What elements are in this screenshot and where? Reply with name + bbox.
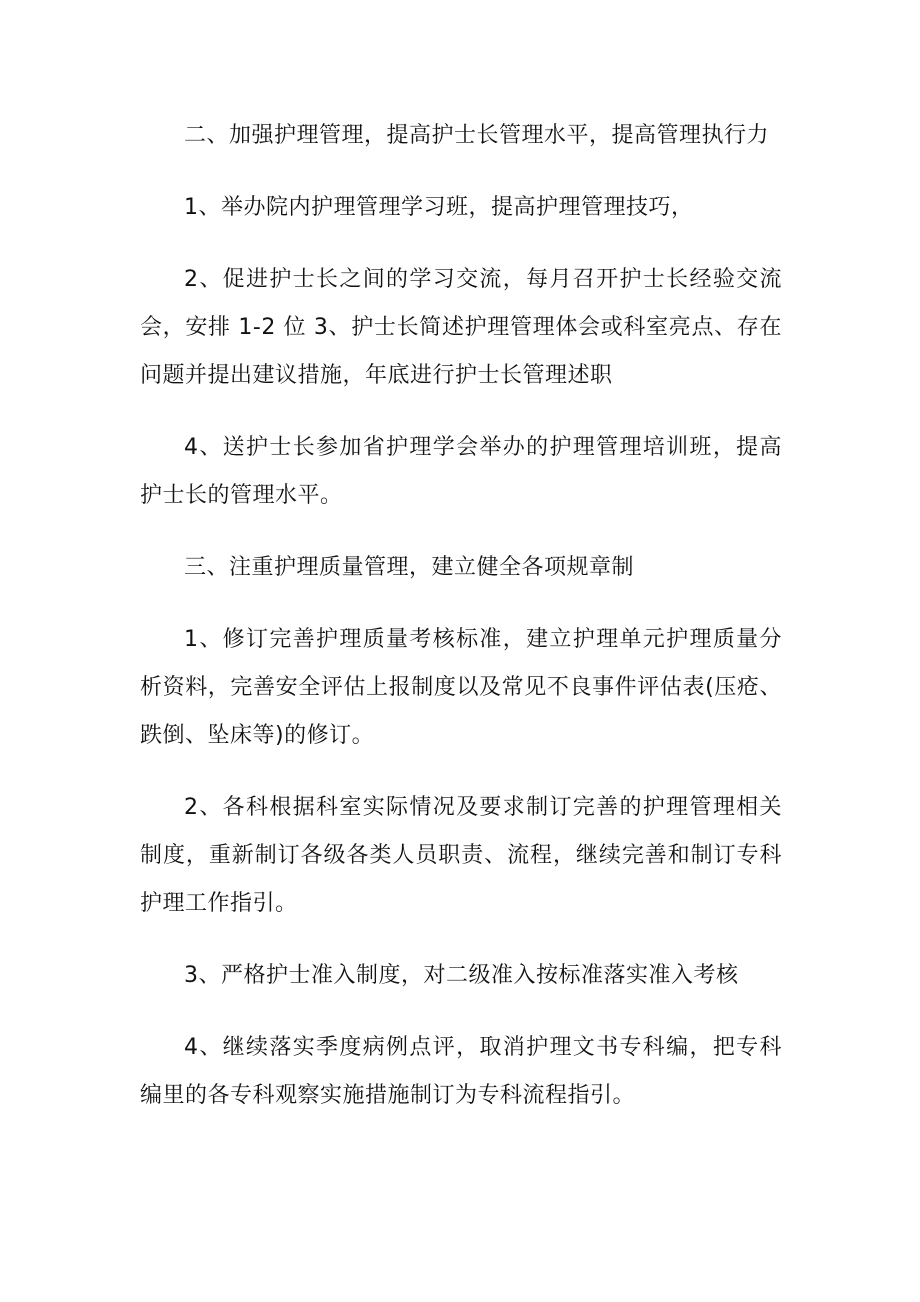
section-heading-2: 二、加强护理管理，提高护士长管理水平，提高管理执行力 bbox=[184, 123, 770, 148]
paragraph-item: 2、促进护士长之间的学习交流，每月召开护士长经验交流会，安排 1-2 位 3、护士长简述护理管理体会或科室亮点、存在问题并提出建议措施，年底进行护士长管理述职 bbox=[140, 267, 782, 388]
paragraph-item: 2、各科根据科室实际情况及要求制订完善的护理管理相关制度，重新制订各级各类人员职责、流程，继续完善和制订专科护理工作指引。 bbox=[140, 795, 782, 916]
section-heading-3: 三、注重护理质量管理，建立健全各项规章制 bbox=[184, 555, 635, 580]
paragraph-item: 4、送护士长参加省护理学会举办的护理管理培训班，提高护士长的管理水平。 bbox=[140, 435, 782, 508]
paragraph-item: 1、举办院内护理管理学习班，提高护理管理技巧， bbox=[184, 195, 694, 220]
document-body bbox=[140, 112, 782, 1144]
paragraph-item: 4、继续落实季度病例点评，取消护理文书专科编，把专科编里的各专科观察实施措施制订为专科流程指引。 bbox=[140, 1035, 782, 1108]
paragraph-item: 3、严格护士准入制度，对二级准入按标准落实准入考核 bbox=[184, 963, 739, 988]
paragraph-item: 1、修订完善护理质量考核标准，建立护理单元护理质量分析资料，完善安全评估上报制度以及常见不良事件评估表(压疮、跌倒、坠床等)的修订。 bbox=[140, 627, 782, 748]
